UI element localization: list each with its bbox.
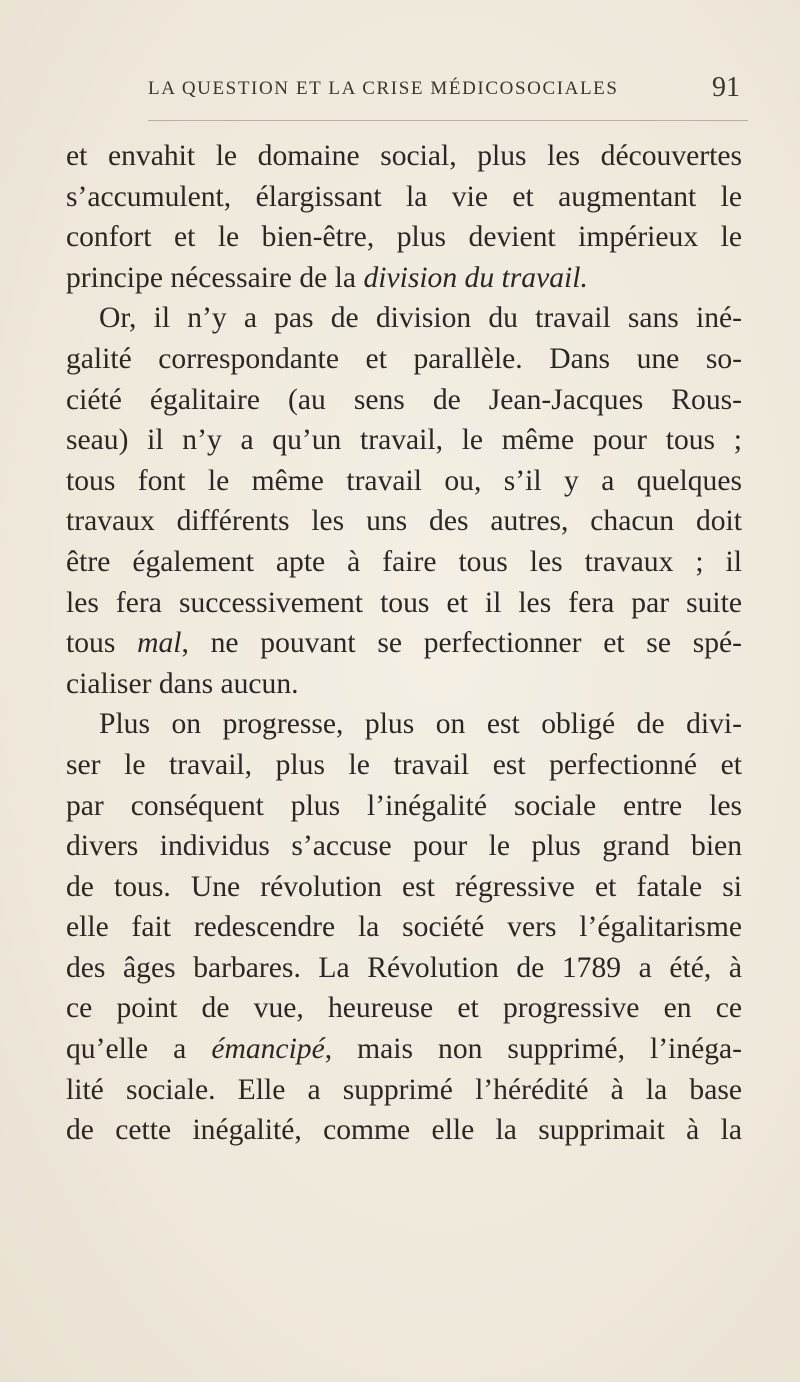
text-line: Or, il n’y a pas de division du travail sans iné-	[99, 302, 742, 335]
text-line: principe nécessaire de la division du travail.	[66, 261, 588, 294]
running-head-title: LA QUESTION ET LA CRISE MÉDICOSOCIALES	[148, 78, 619, 99]
emphasis-division-du-travail: division du travail.	[363, 261, 588, 294]
text-line: et envahit le domaine social, plus les découvertes	[66, 140, 742, 172]
text-line: s’accumulent, élargissant la vie et augmentant le	[66, 180, 742, 213]
page-number: 91	[712, 72, 740, 103]
text-line: elle fait redescendre la société vers l’égalitarisme	[66, 911, 742, 944]
header-rule	[148, 120, 748, 121]
text-line: divers individus s’accuse pour le plus grand bien	[66, 830, 742, 863]
text-line: Plus on progresse, plus on est obligé de divi-	[99, 708, 742, 741]
text-line: qu’elle a émancipé, mais non supprimé, l’inéga-	[66, 1033, 742, 1066]
text-line: confort et le bien-être, plus devient impérieux le	[66, 221, 742, 254]
text-line: lité sociale. Elle a supprimé l’hérédité à la base	[66, 1073, 742, 1106]
emphasis-emancipe: émancipé	[211, 1033, 325, 1066]
text-line: seau) il n’y a qu’un travail, le même pour tous ;	[66, 424, 742, 457]
text-line: par conséquent plus l’inégalité sociale entre les	[66, 789, 742, 822]
text-line: tous font le même travail ou, s’il y a quelques	[66, 464, 742, 497]
text-line: des âges barbares. La Révolution de 1789 a été, à	[66, 951, 742, 984]
text-line: ser le travail, plus le travail est perfectionné et	[66, 748, 742, 781]
text-line: tous mal, ne pouvant se perfectionner et se spé-	[66, 627, 742, 660]
text-line: galité correspondante et parallèle. Dans une so-	[66, 342, 742, 375]
running-head	[148, 74, 740, 108]
text-line: de cette inégalité, comme elle la supprimait à la	[66, 1114, 742, 1147]
text-line: ce point de vue, heureuse et progressive en ce	[66, 992, 742, 1025]
text-line: travaux différents les uns des autres, chacun doit	[66, 505, 742, 538]
body-text	[66, 136, 742, 1151]
emphasis-mal: mal	[137, 627, 182, 660]
text-line: cialiser dans aucun.	[66, 667, 299, 700]
text-line: de tous. Une révolution est régressive et fatale si	[66, 870, 742, 903]
text-line: les fera successivement tous et il les fera par suite	[66, 586, 742, 619]
text-line: ciété égalitaire (au sens de Jean-Jacques Rous-	[66, 383, 742, 416]
text-line: être également apte à faire tous les travaux ; il	[66, 545, 742, 578]
